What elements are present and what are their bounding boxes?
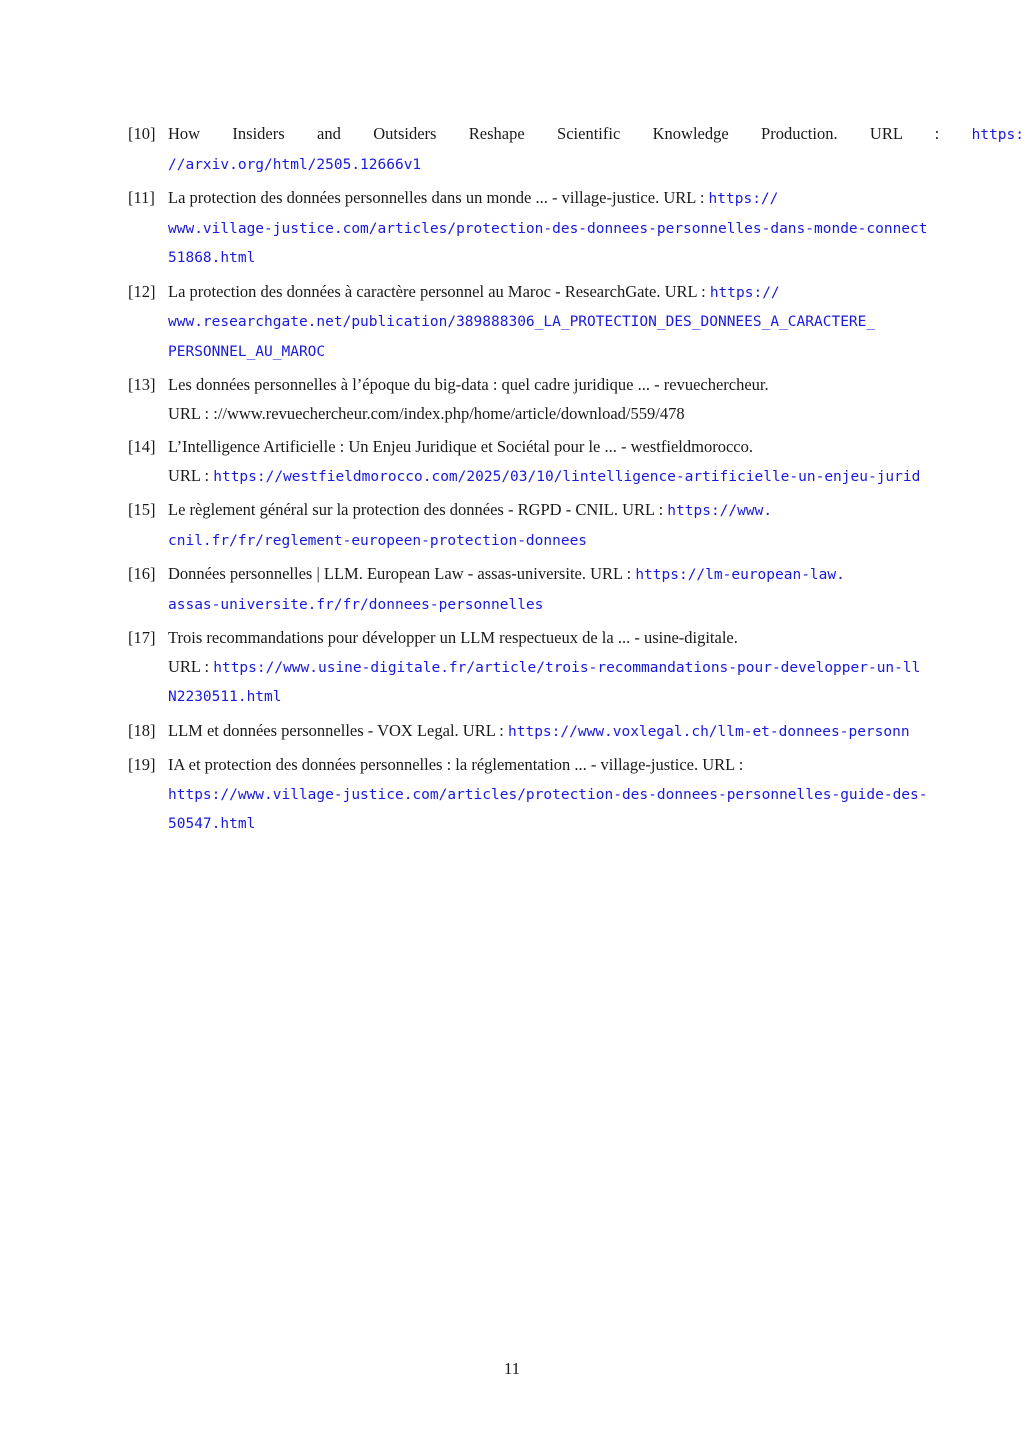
reference-title: LLM et données personnelles - VOX Legal. URL : — [168, 720, 509, 740]
reference-url[interactable]: 50547.html — [168, 816, 256, 832]
reference-url[interactable]: 51868.html — [168, 250, 256, 266]
reference-item — [128, 120, 1024, 179]
reference-item — [128, 184, 1024, 273]
reference-list — [128, 120, 1024, 844]
reference-url[interactable]: https://www.usine-digitale.fr/article/trois-recommandations-pour-developper-un-ll — [213, 659, 921, 676]
reference-title: L’Intelligence Artificielle : Un Enjeu Juridique et Sociétal pour le ... - westfieldmorocco. — [168, 437, 753, 456]
reference-number: [10] — [128, 124, 156, 143]
reference-title: IA et protection des données personnelles : la réglementation ... - village-justice. URL : — [168, 755, 744, 774]
reference-url[interactable]: assas-universite.fr/fr/donnees-personnelles — [168, 596, 544, 613]
url-label: URL : — [168, 465, 214, 485]
reference-number: [15] — [128, 500, 156, 519]
reference-url[interactable]: www.village-justice.com/articles/protection-des-donnees-personnelles-dans-monde-connect — [168, 220, 928, 237]
reference-text — [168, 496, 1024, 526]
reference-url[interactable]: N2230511.html — [168, 689, 282, 705]
reference-item — [128, 717, 1024, 747]
reference-url[interactable]: PERSONNEL_AU_MAROC — [168, 343, 326, 360]
reference-title: Trois recommandations pour développer un LLM respectueux de la ... - usine-digitale. — [168, 628, 738, 647]
url-label: URL : — [168, 403, 214, 423]
reference-item — [128, 560, 1024, 619]
reference-number: [16] — [128, 564, 156, 583]
reference-title: Les données personnelles à l’époque du big-data : quel cadre juridique ... - revuechercheur. — [168, 375, 769, 394]
reference-text — [168, 184, 1024, 214]
reference-url[interactable]: https:// — [709, 284, 780, 301]
reference-item — [128, 624, 1024, 712]
reference-item — [128, 751, 1024, 839]
reference-number: [18] — [128, 720, 156, 740]
reference-url[interactable]: https://www.voxlegal.ch/llm-et-donnees-personn — [508, 723, 910, 740]
reference-title: Données personnelles | LLM. European Law - assas-universite. URL : — [168, 564, 636, 583]
url-label: URL : — [168, 656, 214, 676]
reference-number: [12] — [128, 281, 156, 301]
reference-title: La protection des données personnelles dans un monde ... - village-justice. URL : — [168, 188, 709, 207]
reference-item — [128, 278, 1024, 367]
reference-item — [128, 433, 1024, 491]
page-number: 11 — [503, 1359, 521, 1378]
reference-number: [17] — [128, 628, 156, 647]
reference-url[interactable]: //arxiv.org/html/2505.12666v1 — [168, 156, 422, 173]
reference-url[interactable]: https:// — [708, 191, 779, 207]
reference-number: [11] — [128, 188, 155, 207]
reference-number: [14] — [128, 437, 156, 456]
reference-text — [168, 560, 1024, 590]
reference-number: [13] — [128, 375, 156, 394]
reference-url[interactable]: https://www. — [667, 503, 773, 519]
reference-number: [19] — [128, 755, 156, 774]
reference-url[interactable]: https://lm-european-law. — [635, 567, 845, 583]
reference-text — [168, 278, 1024, 308]
reference-url[interactable]: https://westfieldmorocco.com/2025/03/10/lintelligence-artificielle-un-enjeu-jurid — [213, 468, 921, 485]
reference-text — [168, 717, 1024, 747]
reference-url[interactable]: https: — [971, 127, 1024, 143]
reference-url[interactable]: www.researchgate.net/publication/389888306_LA_PROTECTION_DES_DONNEES_A_CARACTERE_ — [168, 314, 876, 330]
reference-item — [128, 371, 1024, 428]
reference-item — [128, 496, 1024, 555]
reference-url[interactable]: ://www.revuechercheur.com/index.php/home/article/download/559/478 — [213, 403, 685, 423]
reference-url[interactable]: cnil.fr/fr/reglement-europeen-protection-donnees — [168, 532, 588, 549]
reference-text — [168, 120, 1024, 150]
reference-title: Le règlement général sur la protection des données - RGPD - CNIL. URL : — [168, 500, 668, 519]
reference-title: How Insiders and Outsiders Reshape Scientific Knowledge Production. URL : — [168, 124, 972, 143]
reference-url[interactable]: https://www.village-justice.com/articles/protection-des-donnees-personnelles-guide-des- — [168, 786, 928, 803]
reference-title: La protection des données à caractère personnel au Maroc - ResearchGate. URL : — [168, 281, 710, 301]
